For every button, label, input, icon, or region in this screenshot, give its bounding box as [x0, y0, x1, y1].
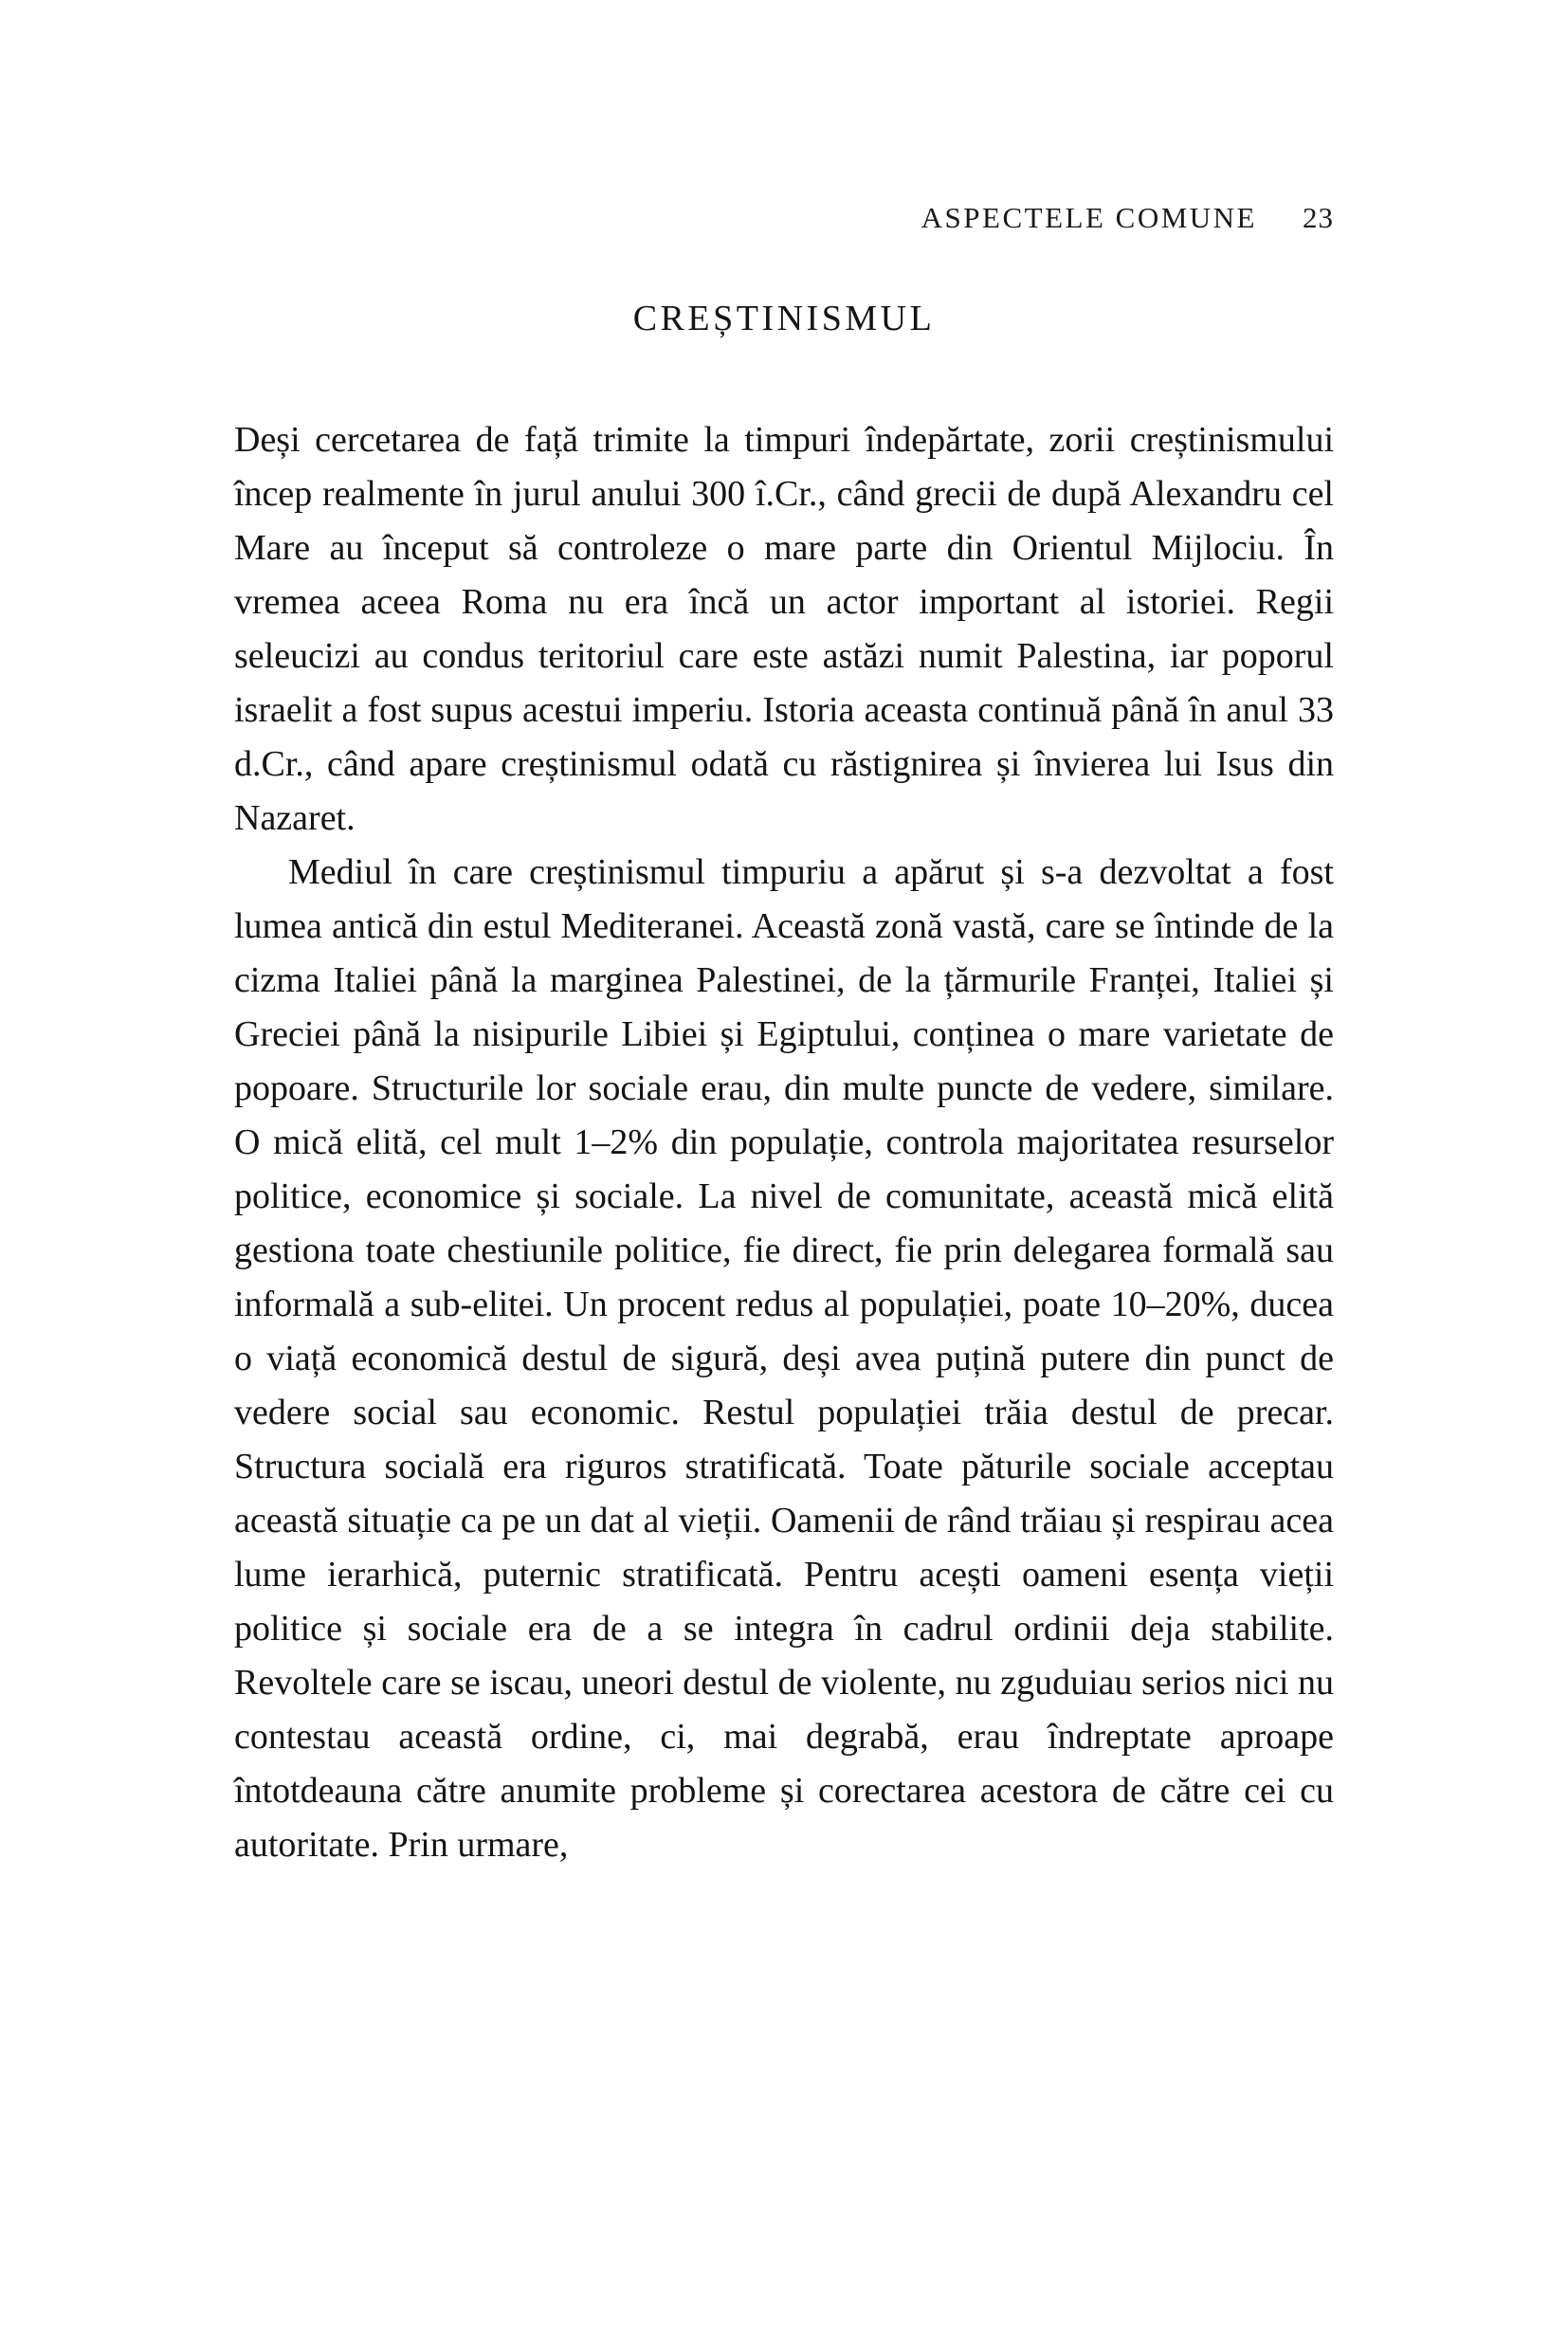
running-head [234, 201, 1334, 235]
running-title: ASPECTELE COMUNE [921, 201, 1257, 234]
body-text [234, 413, 1334, 1872]
paragraph-2: Mediul în care creștinismul timpuriu a apărut și s-a dezvoltat a fost lumea antică din estul Mediteranei. Această zonă vastă, care se întinde de la cizma Italiei până la marginea Palestinei, de la țărmurile Franței, Italiei și Greciei până la nisipurile Libiei și Egiptului, conținea o mare varietate de popoare. Structurile lor sociale erau, din multe puncte de vedere, similare. O mică elită, cel mult 1–2% din populație, controla majoritatea resurselor politice, economice și sociale. La nivel de comunitate, această mică elită gestiona toate chestiunile politice, fie direct, fie prin delegarea formală sau informală a sub-elitei. Un procent redus al populației, poate 10–20%, ducea o viață economică destul de sigură, deși avea puțină putere din punct de vedere social sau economic. Restul populației trăia destul de precar. Structura socială era riguros stratificată. Toate păturile sociale acceptau această situație ca pe un dat al vieții. Oamenii de rând trăiau și respirau acea lume ierarhică, puternic stratificată. Pentru acești oameni esența vieții politice și sociale era de a se integra în cadrul ordinii deja stabilite. Revoltele care se iscau, uneori destul de violente, nu zguduiau serios nici nu contestau această ordine, ci, mai degrabă, erau îndreptate aproape întotdeauna către anumite probleme și corectarea acestora de către cei cu autoritate. Prin urmare, [234, 852, 1334, 1865]
page-number: 23 [1303, 201, 1334, 234]
book-page [234, 0, 1334, 1872]
paragraph-1: Deși cercetarea de față trimite la timpuri îndepărtate, zorii creștinismului încep realmente în jurul anului 300 î.Cr., când grecii de după Alexandru cel Mare au început să controleze o mare parte din Orientul Mijlociu. În vremea aceea Roma nu era încă un actor important al istoriei. Regii seleucizi au condus teritoriul care este astăzi numit Palestina, iar poporul israelit a fost supus acestui imperiu. Istoria aceasta continuă până în anul 33 d.Cr., când apare creștinismul odată cu răstignirea și învierea lui Isus din Nazaret. [234, 420, 1334, 838]
chapter-title: CREȘTINISMUL [632, 299, 936, 338]
